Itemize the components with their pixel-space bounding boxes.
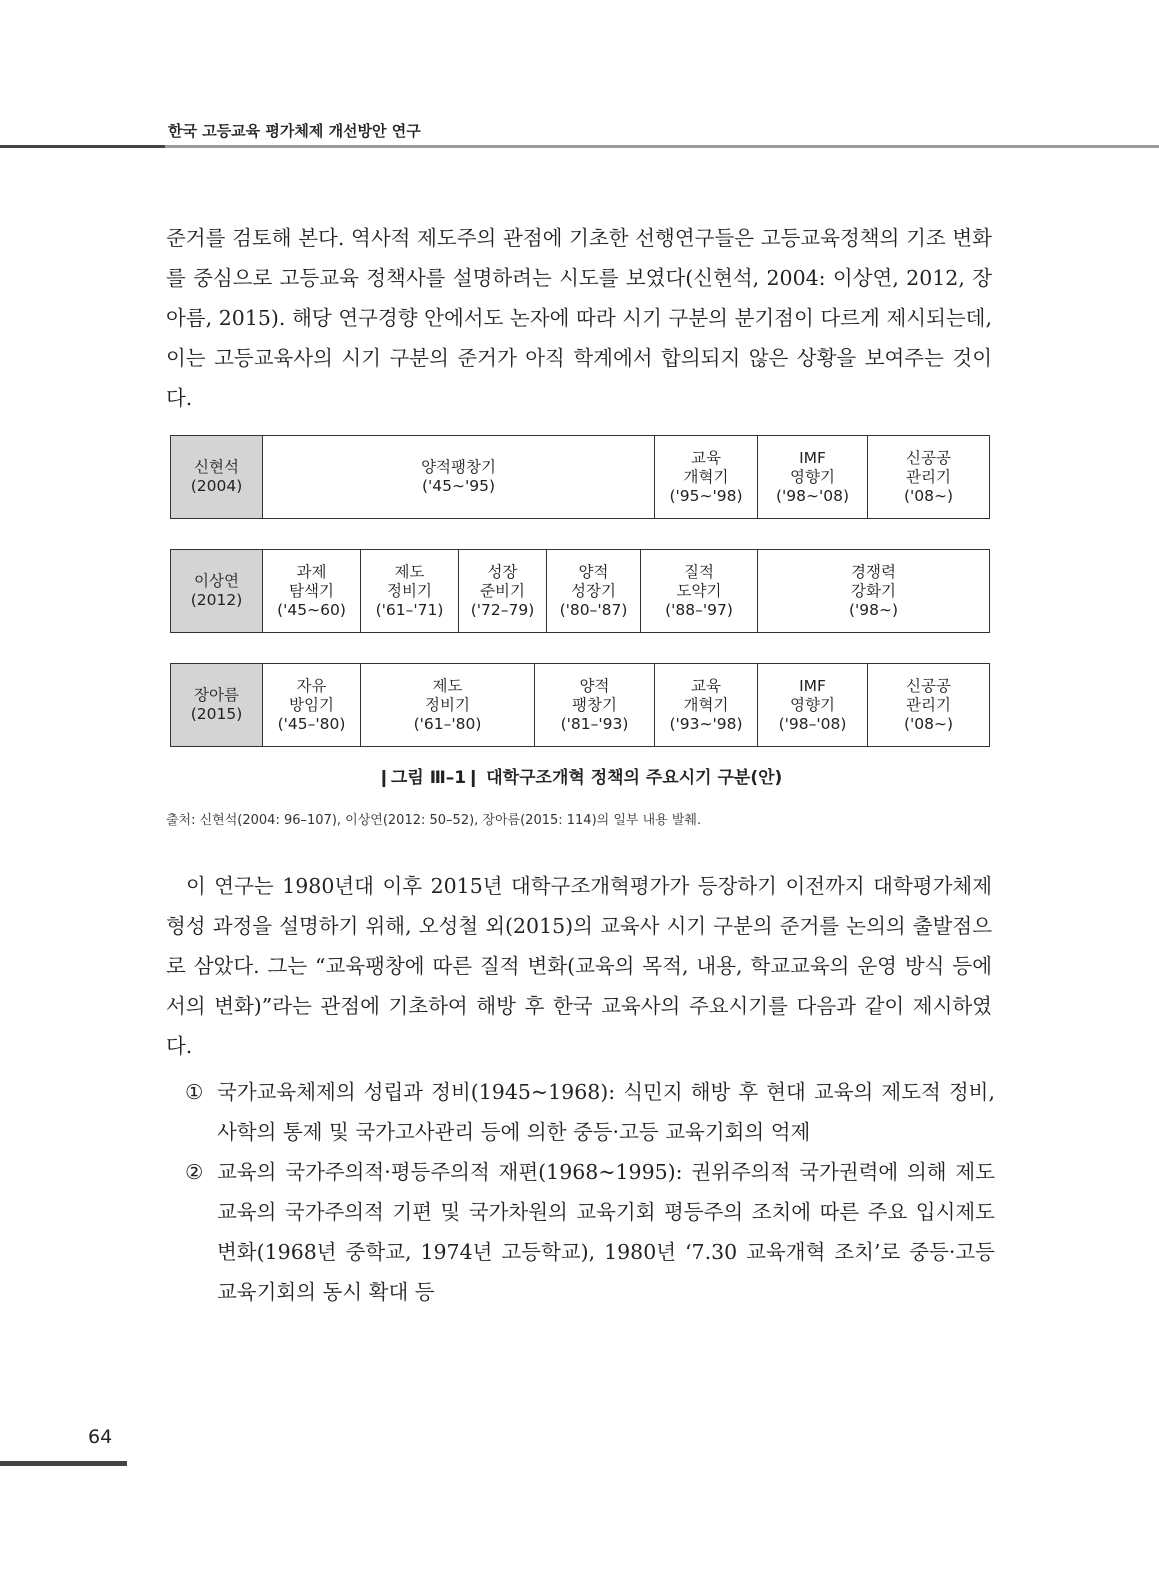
period-cell: 질적 도약기 ('88–'97) <box>641 550 758 633</box>
period-cell: IMF 영향기 ('98∼'08) <box>758 436 868 519</box>
period-cell: 과제 탐색기 ('45∼60) <box>263 550 361 633</box>
body-paragraph: 이 연구는 1980년대 이후 2015년 대학구조개혁평가가 등장하기 이전까지 대학평가체제 형성 과정을 설명하기 위해, 오성철 외(2015)의 교육사 시기 구분의 준거를 논의의 출발점으로 삼았다. 그는 “교육팽창에 따른 질적 변화(교육의 목적, 내용, 학교교육의 운영 방식 등에서의 변화)”라는 관점에 기초하여 해방 후 한국 교육사의 주요시기를 다음과 같이 제시하였다. <box>166 874 992 1058</box>
figure-source: 출처: 신현석(2004: 96–107), 이상연(2012: 50–52), 장아름(2015: 114)의 일부 내용 발췌. <box>166 813 702 828</box>
list-marker: ① <box>185 1080 204 1104</box>
period-cell: 신공공 관리기 ('08∼) <box>868 436 990 519</box>
intro-paragraph: 준거를 검토해 본다. 역사적 제도주의 관점에 기초한 선행연구들은 고등교육정책의 기조 변화를 중심으로 고등교육 정책사를 설명하려는 시도를 보였다(신현석, 2004: 이상연, 2012, 장아름, 2015). 해당 연구경향 안에서도 논자에 따라 시기 구분의 분기점이 다르게 제시되는데, 이는 고등교육사의 시기 구분의 준거가 아직 학계에서 합의되지 않은 상황을 보여주는 것이다. <box>166 226 992 410</box>
period-cell: 양적 팽창기 ('81–'93) <box>535 664 655 747</box>
period-cell: 자유 방임기 ('45–'80) <box>263 664 361 747</box>
figure-caption: ❙그림 Ⅲ–1❙ 대학구조개혁 정책의 주요시기 구분(안) <box>376 768 783 788</box>
author-cell: 신현석 (2004) <box>171 436 263 519</box>
period-table-lee <box>170 549 990 633</box>
footer-rule <box>0 1461 127 1466</box>
header-rule-accent <box>0 145 165 148</box>
period-table-shin <box>170 435 990 519</box>
period-list <box>185 1072 995 1312</box>
period-cell: 제도 정비기 ('61–'80) <box>361 664 535 747</box>
list-item-text: 교육의 국가주의적·평등주의적 재편(1968~1995): 권위주의적 국가권력에 의해 제도교육의 국가주의적 기편 및 국가차원의 교육기회 평등주의 조치에 따른 주요 입시제도 변화(1968년 중학교, 1974년 고등학교), 1980년 ‘7.30 교육개혁 조치’로 중등·고등 교육기회의 동시 확대 등 <box>217 1160 995 1304</box>
table-row <box>171 436 990 519</box>
period-cell: 교육 개혁기 ('93∼'98) <box>655 664 758 747</box>
period-cell: 교육 개혁기 ('95∼'98) <box>655 436 758 519</box>
period-cell: 제도 정비기 ('61–'71) <box>361 550 459 633</box>
author-cell: 장아름 (2015) <box>171 664 263 747</box>
page-number: 64 <box>88 1426 113 1448</box>
running-header: 한국 고등교육 평가체제 개선방안 연구 <box>168 122 421 140</box>
list-item-text: 국가교육체제의 성립과 정비(1945~1968): 식민지 해방 후 현대 교육의 제도적 정비, 사학의 통제 및 국가고사관리 등에 의한 중등·고등 교육기회의 억제 <box>217 1080 995 1144</box>
list-item <box>185 1072 995 1152</box>
period-cell: 양적팽창기 ('45∼'95) <box>263 436 655 519</box>
period-table-jang <box>170 663 990 747</box>
period-cell: 성장 준비기 ('72–79) <box>459 550 547 633</box>
table-row <box>171 550 990 633</box>
list-marker: ② <box>185 1160 204 1184</box>
period-cell: 양적 성장기 ('80–'87) <box>547 550 641 633</box>
author-cell: 이상연 (2012) <box>171 550 263 633</box>
table-row <box>171 664 990 747</box>
period-cell: IMF 영향기 ('98–'08) <box>758 664 868 747</box>
list-item <box>185 1152 995 1312</box>
period-cell: 경쟁력 강화기 ('98∼) <box>758 550 990 633</box>
period-cell: 신공공 관리기 ('08∼) <box>868 664 990 747</box>
header-rule <box>0 145 1159 148</box>
